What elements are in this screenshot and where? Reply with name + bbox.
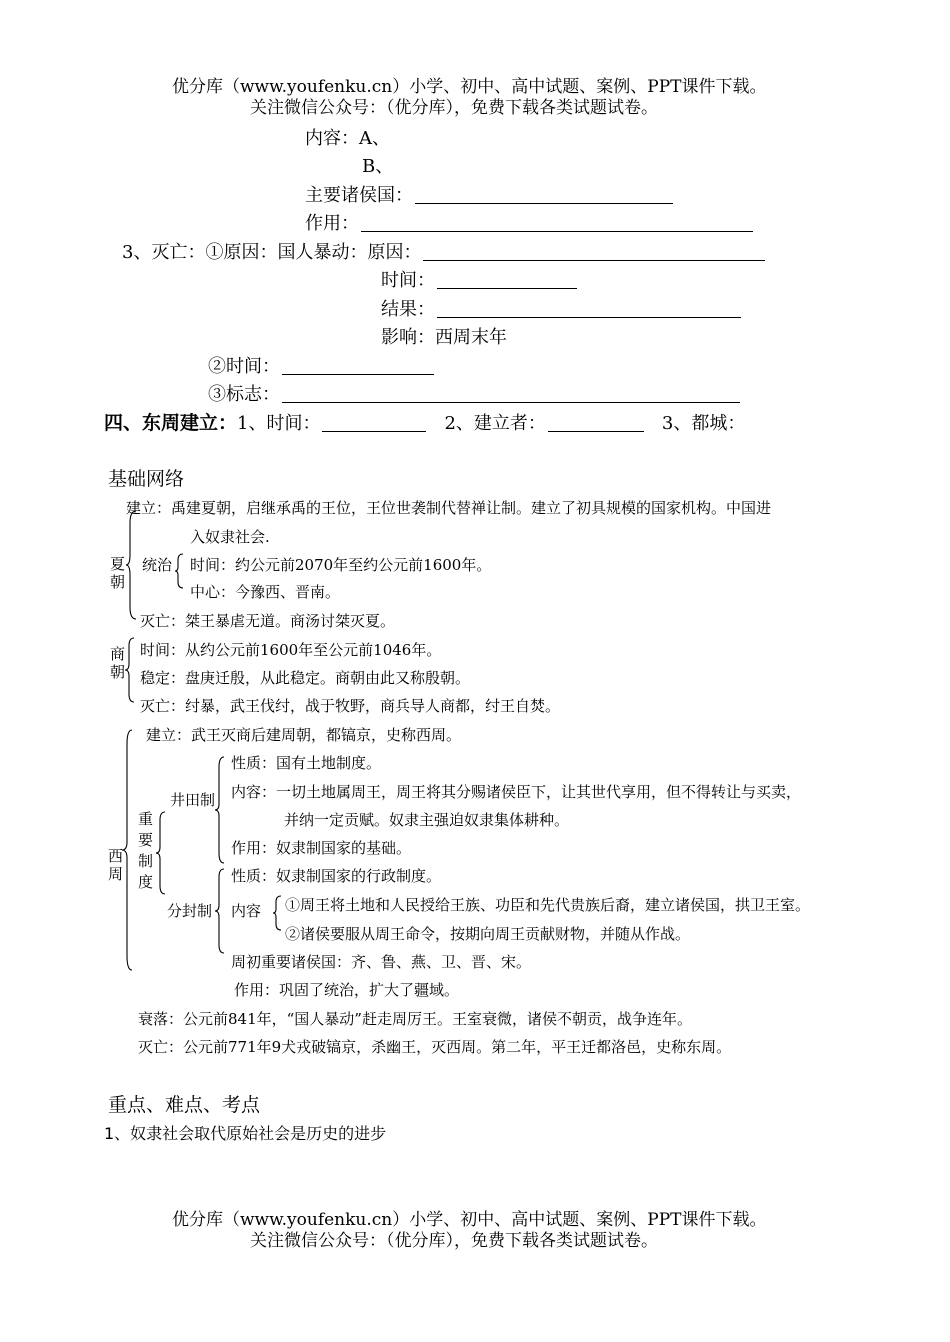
s4-founder-blank[interactable] [548, 415, 644, 432]
jt-content: 内容：一切土地属周王，周王将其分赐诸侯臣下，让其世代享用，但不得转让与买卖， [231, 783, 802, 801]
fall-row [122, 244, 765, 262]
ff-nature: 性质：奴隶制国家的行政制度。 [231, 867, 442, 885]
jt-effect: 作用：奴隶制国家的基础。 [231, 839, 412, 857]
xia-center: 中心：今豫西、晋南。 [190, 583, 341, 601]
shang-time: 时间：从约公元前1600年至公元前1046年。 [140, 641, 442, 659]
xia-time: 时间：约公元前2070年至约公元前1600年。 [190, 556, 492, 574]
footer-line-2: 关注微信公众号：（优分库），免费下载各类试题试卷。 [250, 1231, 658, 1251]
xizhou-brace [124, 730, 134, 970]
vassals-blank[interactable] [415, 187, 673, 204]
shang-label-1: 商 [110, 645, 126, 663]
jt-content-cont: 并纳一定贡赋。奴隶主强迫奴隶集体耕种。 [284, 811, 570, 829]
system-label-4: 度 [138, 873, 154, 891]
sign-label: ③标志： [208, 384, 280, 405]
jingtian-brace [216, 757, 226, 863]
result-label: 结果： [381, 299, 435, 320]
content-a-label: 内容：A、 [305, 128, 390, 149]
footer-line-1: 优分库（www.youfenku.cn）小学、初中、高中试题、案例、PPT课件下载。 [172, 1210, 767, 1230]
ff-content-brace [273, 896, 283, 930]
xia-rule-brace [175, 554, 185, 588]
xia-label-2: 朝 [110, 573, 126, 591]
keypoints-heading: 重点、难点、考点 [108, 1094, 261, 1116]
result-row [381, 301, 741, 319]
xia-found: 建立：禹建夏朝，启继承禹的王位，王位世袭制代替禅让制。建立了初具规模的国家机构。中国进 [126, 499, 772, 517]
time-blank[interactable] [437, 272, 577, 289]
xia-fall: 灭亡：桀王暴虐无道。商汤讨桀灭夏。 [140, 612, 396, 630]
ff-content-label: 内容 [231, 902, 262, 920]
xia-found-cont: 入奴隶社会. [190, 528, 270, 546]
ff-vassals: 周初重要诸侯国：齐、鲁、燕、卫、晋、宋。 [231, 953, 532, 971]
xia-rule-label: 统治 [142, 556, 173, 574]
system-label-3: 制 [138, 852, 154, 870]
jt-nature: 性质：国有土地制度。 [231, 754, 382, 772]
fall-reason-blank[interactable] [423, 244, 765, 261]
sign-row [208, 386, 740, 404]
xia-label-1: 夏 [110, 555, 126, 573]
shang-fall: 灭亡：纣暴，武王伐纣，战于牧野，商兵导人商都，纣王自焚。 [140, 697, 561, 715]
s4-time-blank[interactable] [322, 415, 426, 432]
jingtian-label: 井田制 [170, 791, 216, 809]
system-brace [157, 812, 167, 894]
keypoints-item-1: 1、奴隶社会取代原始社会是历史的进步 [104, 1124, 387, 1143]
system-label-1: 重 [138, 810, 154, 828]
section4-row [104, 414, 745, 433]
effect-blank[interactable] [361, 215, 753, 232]
xizhou-decline: 衰落：公元前841年，“国人暴动”赶走周厉王。王室衰微，诸侯不朝贡，战争连年。 [138, 1010, 692, 1028]
vassals-label: 主要诸侯国： [305, 185, 413, 206]
time-row [381, 272, 577, 290]
s4-capital-label: 3、都城： [661, 413, 746, 434]
header-line-2: 关注微信公众号：（优分库），免费下载各类试题试卷。 [250, 98, 658, 118]
header-line-1: 优分库（www.youfenku.cn）小学、初中、高中试题、案例、PPT课件下载。 [172, 77, 767, 97]
network-heading: 基础网络 [108, 468, 185, 490]
ff-effect: 作用：巩固了统治，扩大了疆域。 [234, 981, 460, 999]
xizhou-found: 建立：武王灭商后建周朝，都镐京，史称西周。 [146, 726, 462, 744]
shang-stable: 稳定：盘庚迁殷，从此稳定。商朝由此又称殷朝。 [140, 669, 471, 687]
impact-label: 影响：西周末年 [381, 327, 507, 348]
time2-label: ②时间： [208, 356, 280, 377]
effect-row [305, 215, 753, 233]
ff-content-2: ②诸侯要服从周王命令，按期向周王贡献财物，并随从作战。 [285, 925, 691, 943]
vassals-row [305, 187, 673, 205]
sign-blank[interactable] [282, 386, 740, 403]
shang-brace [126, 638, 136, 702]
time-label: 时间： [381, 270, 435, 291]
fenfeng-brace [216, 869, 226, 953]
fall-label: 3、灭亡：①原因：国人暴动：原因： [122, 242, 422, 263]
xizhou-label-1: 西 [108, 847, 124, 865]
shang-label-2: 朝 [110, 663, 126, 681]
effect-label: 作用： [305, 213, 359, 234]
xizhou-fall: 灭亡：公元前771年9犬戎破镐京，杀幽王，灭西周。第二年，平王迁都洛邑，史称东周。 [138, 1038, 732, 1056]
ff-content-1: ①周王将土地和人民授给王族、功臣和先代贵族后裔，建立诸侯国，拱卫王室。 [285, 896, 811, 914]
content-b-label: B、 [362, 156, 394, 177]
result-blank[interactable] [437, 301, 741, 318]
s4-time-label: 1、时间： [237, 413, 321, 434]
s4-founder-label: 2、建立者： [444, 413, 546, 434]
xia-brace [128, 511, 138, 619]
system-label-2: 要 [138, 831, 154, 849]
time2-blank[interactable] [282, 358, 434, 375]
xizhou-label-2: 周 [108, 865, 124, 883]
fenfeng-label: 分封制 [167, 902, 213, 920]
section4-title: 四、东周建立： [104, 412, 238, 434]
time2-row [208, 358, 434, 376]
